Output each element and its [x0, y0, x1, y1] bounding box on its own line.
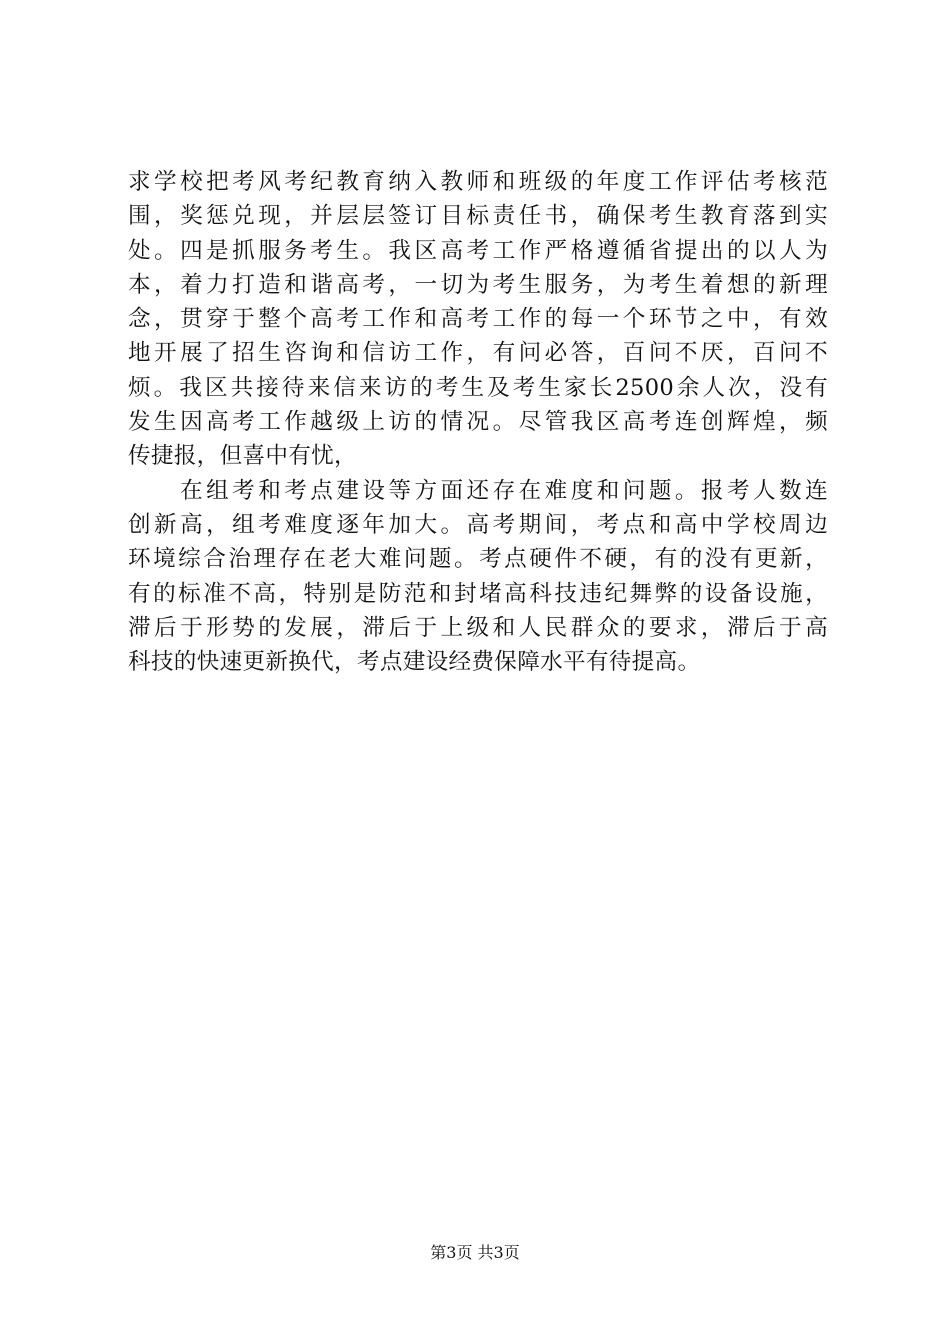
text-line: 科技的快速更新换代，考点建设经费保障水平有待提高。	[128, 649, 701, 676]
text-line: 有的标准不高，特别是防范和封堵高科技违纪舞弊的设备设施，	[128, 580, 828, 607]
text-line: 创新高，组考难度逐年加大。高考期间，考点和高中学校周边	[128, 511, 828, 538]
text-line: 传捷报，但喜中有忧，	[128, 443, 357, 470]
text-line: 念，贯穿于整个高考工作和高考工作的每一个环节之中，有效	[128, 306, 828, 333]
text-line: 求学校把考风考纪教育纳入教师和班级的年度工作评估考核范	[128, 169, 828, 195]
text-line: 本，着力打造和谐高考，一切为考生服务，为考生着想的新理	[128, 271, 828, 298]
text-line: 地开展了招生咨询和信访工作，有问必答，百问不厌，百问不	[128, 340, 828, 367]
text-line: 环境综合治理存在老大难问题。考点硬件不硬，有的没有更新，	[128, 546, 828, 573]
page-number: 第3页 共3页	[430, 1243, 520, 1262]
text-line: 处。四是抓服务考生。我区高考工作严格遵循省提出的以人为	[128, 237, 828, 264]
text-line: 发生因高考工作越级上访的情况。尽管我区高考连创辉煌，频	[128, 409, 828, 436]
body-text	[128, 165, 828, 679]
text-line: 围，奖惩兑现，并层层签订目标责任书，确保考生教育落到实	[128, 203, 828, 230]
text-line: 滞后于形势的发展，滞后于上级和人民群众的要求，滞后于高	[128, 614, 828, 641]
text-line: 在组考和考点建设等方面还存在难度和问题。报考人数连	[128, 477, 828, 504]
page-footer	[0, 1240, 950, 1263]
text-line: 烦。我区共接待来信来访的考生及考生家长2500余人次，没有	[128, 374, 828, 401]
